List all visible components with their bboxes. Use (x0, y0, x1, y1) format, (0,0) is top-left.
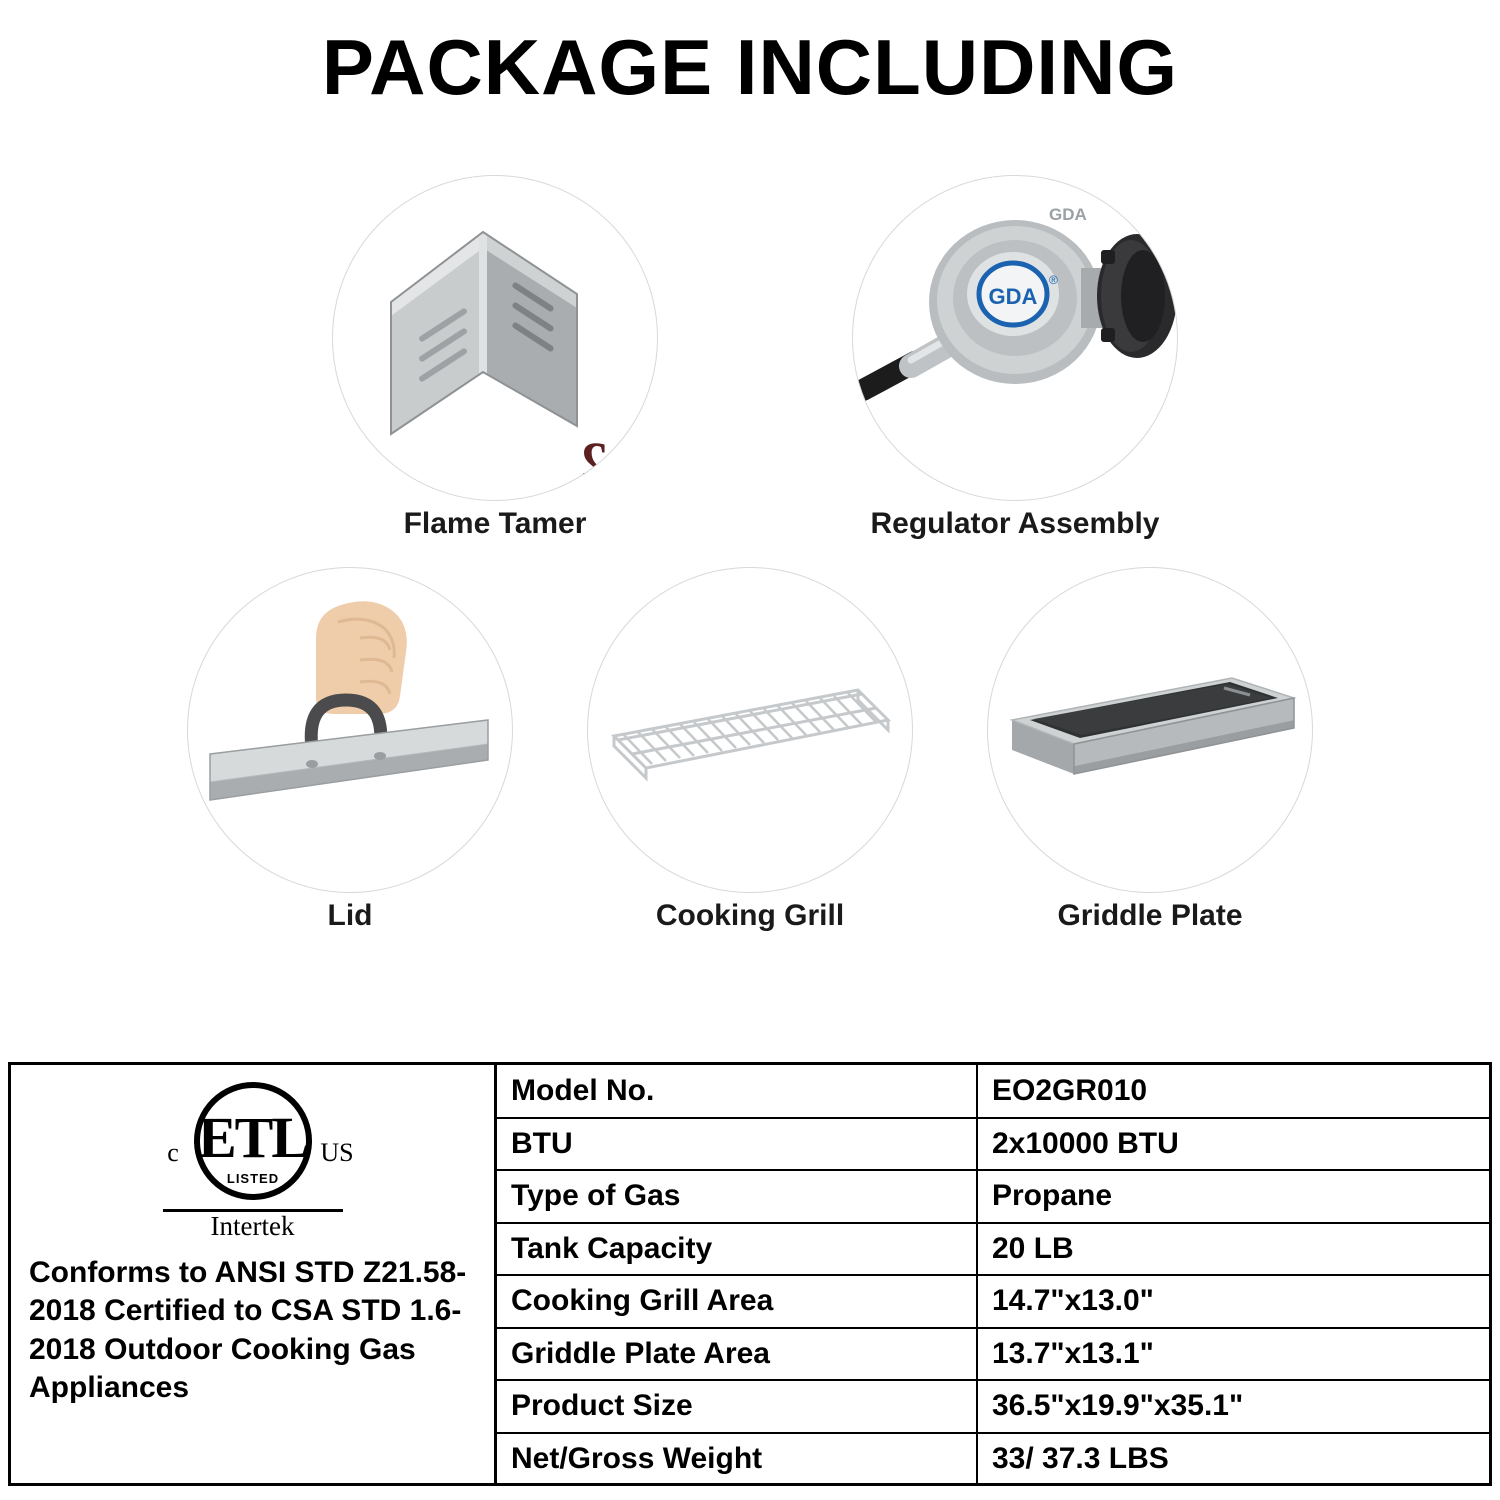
spec-value: 13.7"x13.1" (977, 1328, 1489, 1381)
table-row (497, 1380, 1489, 1433)
svg-text:c: c (166, 1138, 179, 1167)
spec-footer (8, 1062, 1492, 1486)
spec-value: 36.5"x19.9"x35.1" (977, 1380, 1489, 1433)
table-row (497, 1170, 1489, 1223)
spec-value: 14.7"x13.0" (977, 1275, 1489, 1328)
certification-text: Conforms to ANSI STD Z21.58-2018 Certified to CSA STD 1.6-2018 Outdoor Cooking Gas Appliances (29, 1256, 467, 1405)
part-caption: Griddle Plate (1057, 899, 1243, 932)
part-regulator-assembly (845, 175, 1185, 541)
spec-label: Model No. (497, 1065, 977, 1118)
spec-label: Net/Gross Weight (497, 1433, 977, 1486)
svg-text:®: ® (1049, 273, 1058, 287)
flame-tamer-circle (332, 175, 658, 501)
svg-text:LISTED: LISTED (226, 1171, 279, 1186)
spec-label: Griddle Plate Area (497, 1328, 977, 1381)
etl-mark (123, 1079, 383, 1207)
quantity-badge: ×2 (581, 431, 639, 491)
page-title: PACKAGE INCLUDING (321, 23, 1179, 111)
spec-value: 20 LB (977, 1223, 1489, 1276)
table-row (497, 1223, 1489, 1276)
certification-lab: Intertek (210, 1211, 295, 1241)
table-row (497, 1328, 1489, 1381)
spec-label: Cooking Grill Area (497, 1275, 977, 1328)
part-caption: Cooking Grill (655, 899, 845, 932)
griddle-plate-circle (987, 567, 1313, 893)
svg-text:GDA: GDA (1049, 205, 1087, 224)
svg-text:ETL: ETL (197, 1105, 308, 1170)
table-row (497, 1065, 1489, 1118)
part-caption: Regulator Assembly (870, 507, 1160, 540)
spec-value: 2x10000 BTU (977, 1118, 1489, 1171)
cooking-grill-icon (588, 568, 913, 893)
svg-text:GDA: GDA (988, 284, 1038, 309)
lid-circle (187, 567, 513, 893)
spec-value: 33/ 37.3 LBS (977, 1433, 1489, 1486)
parts-row-1 (10, 175, 1500, 541)
parts-row-2 (0, 567, 1500, 933)
part-lid (180, 567, 520, 933)
part-griddle-plate (980, 567, 1320, 933)
spec-label: BTU (497, 1118, 977, 1171)
part-cooking-grill (580, 567, 920, 933)
part-flame-tamer (325, 175, 665, 541)
spec-label: Product Size (497, 1380, 977, 1433)
etl-listed-icon (123, 1079, 383, 1207)
part-caption: Lid (327, 899, 373, 932)
spec-value: EO2GR010 (977, 1065, 1489, 1118)
part-caption: Flame Tamer (403, 507, 587, 540)
parts-section (0, 175, 1500, 933)
regulator-assembly-icon (853, 176, 1178, 501)
table-row (497, 1118, 1489, 1171)
cooking-grill-circle (587, 567, 913, 893)
table-row (497, 1433, 1489, 1486)
regulator-assembly-circle (852, 175, 1178, 501)
spec-table (497, 1065, 1489, 1485)
certification-block (11, 1065, 497, 1483)
lid-icon (188, 568, 513, 893)
griddle-plate-icon (988, 568, 1313, 893)
table-row (497, 1275, 1489, 1328)
spec-label: Tank Capacity (497, 1223, 977, 1276)
spec-label: Type of Gas (497, 1170, 977, 1223)
svg-text:US: US (319, 1138, 354, 1167)
spec-value: Propane (977, 1170, 1489, 1223)
